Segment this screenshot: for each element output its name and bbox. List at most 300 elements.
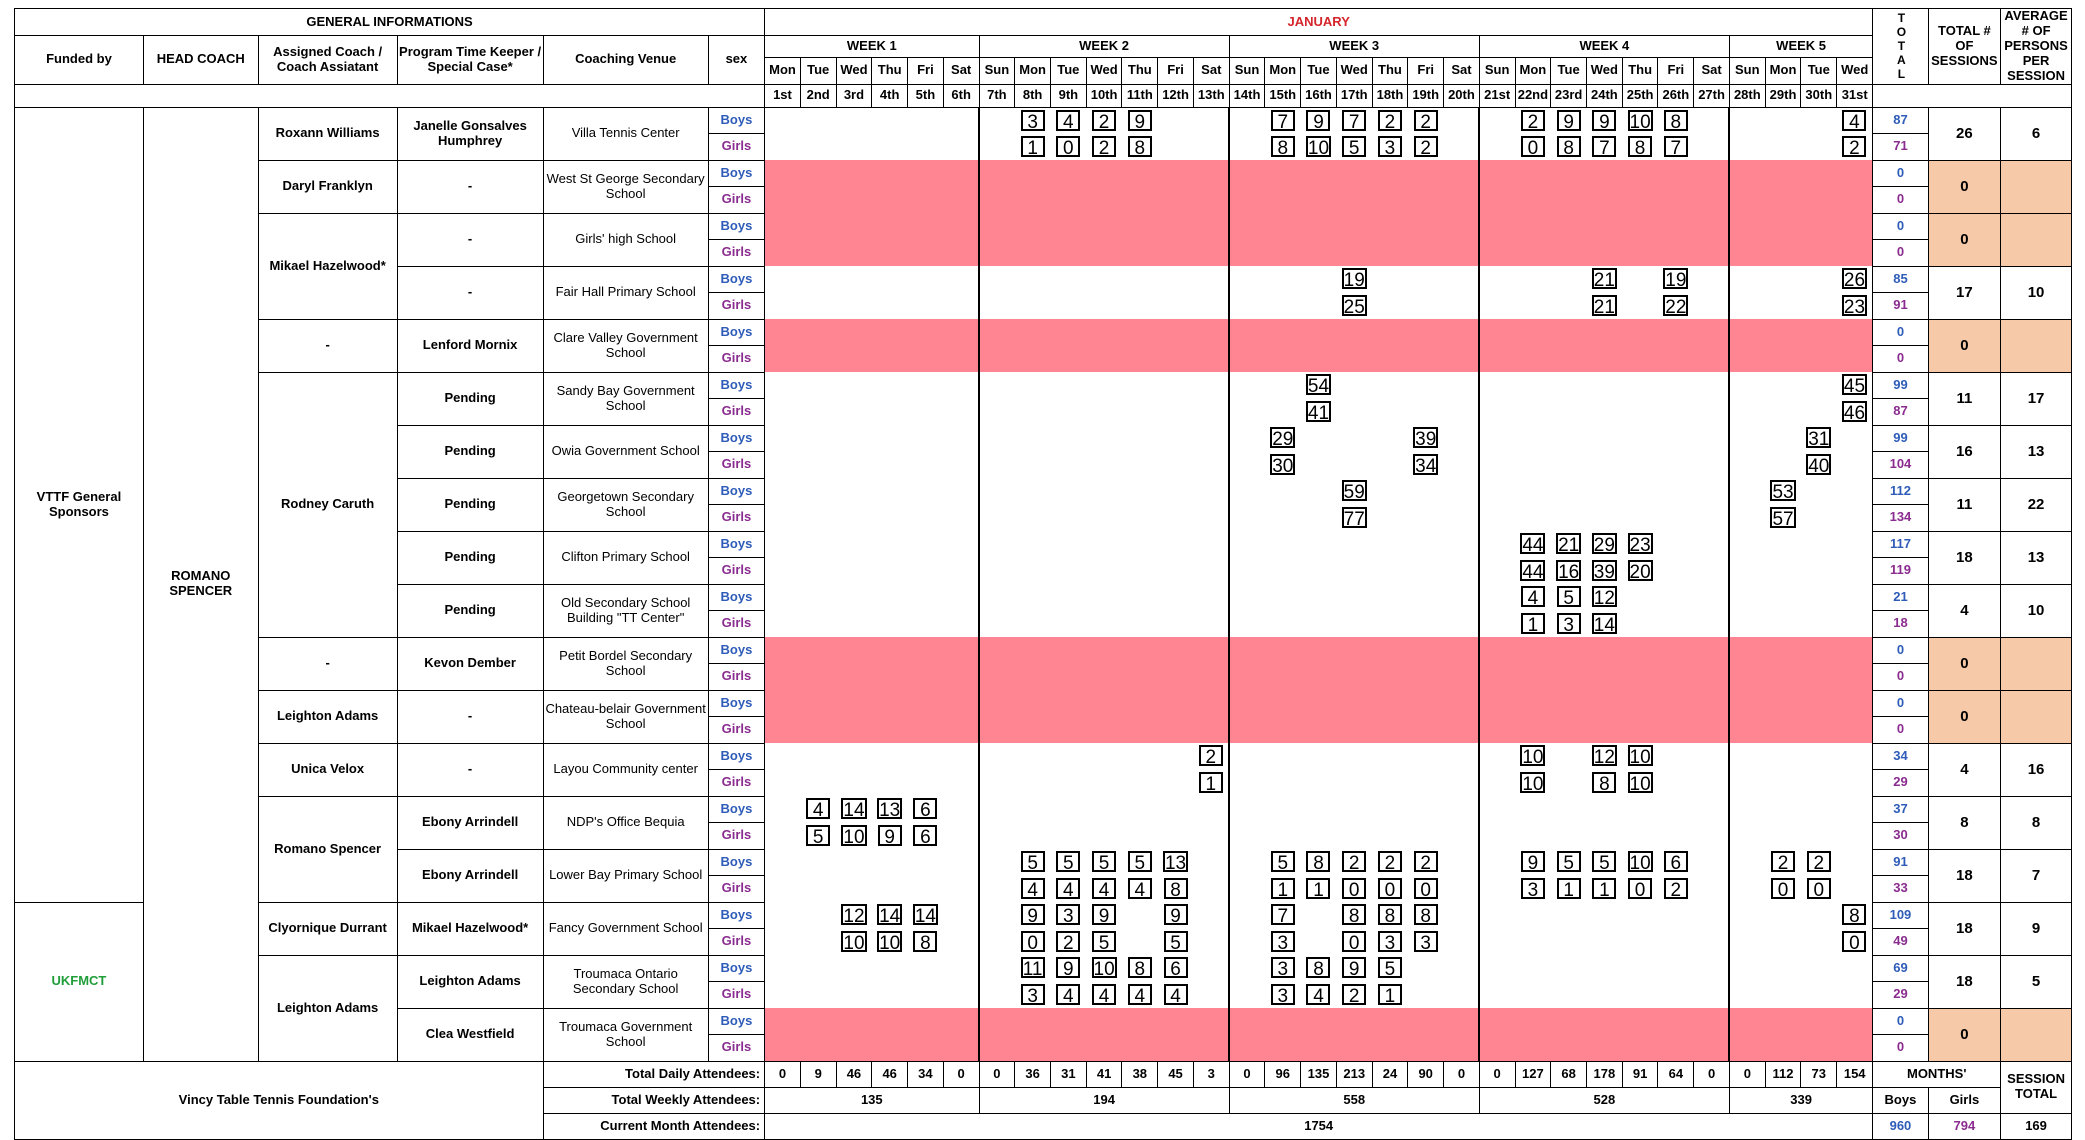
- day-name: Tue: [800, 57, 836, 84]
- day-cell: [1122, 743, 1158, 770]
- average-persons: 22: [2001, 478, 2072, 531]
- day-cell: [1229, 266, 1265, 293]
- program-keeper: Kevon Dember: [397, 637, 543, 690]
- day-cell: [1444, 213, 1480, 240]
- program-keeper: Janelle Gonsalves Humphrey: [397, 107, 543, 160]
- attendance-count: 9: [1021, 904, 1045, 925]
- total-girls: 134: [1873, 505, 1928, 532]
- day-cell: [908, 240, 944, 267]
- day-cell: [1444, 1035, 1480, 1062]
- day-cell: [1158, 902, 1194, 929]
- attendance-count: 46: [1843, 402, 1866, 424]
- day-cell: [1515, 849, 1551, 876]
- day-number: 24th: [1587, 84, 1623, 107]
- attendance-count: 3: [1021, 984, 1045, 1005]
- day-cell: [1515, 399, 1551, 426]
- day-cell: [1050, 743, 1086, 770]
- day-cell: [979, 690, 1015, 717]
- average-persons: 13: [2001, 425, 2072, 478]
- day-cell: [908, 213, 944, 240]
- day-cell: [872, 823, 908, 850]
- day-cell: [1158, 558, 1194, 585]
- day-cell: [1336, 796, 1372, 823]
- assigned-coach: Rodney Caruth: [258, 372, 397, 637]
- attendance-count: 5: [1021, 851, 1045, 872]
- day-cell: [1801, 690, 1837, 717]
- day-cell: [1158, 319, 1194, 346]
- day-cell: [908, 717, 944, 744]
- day-cell: [1086, 717, 1122, 744]
- day-cell: [1801, 770, 1837, 797]
- day-cell: [1050, 425, 1086, 452]
- daily-total: 178: [1587, 1061, 1623, 1087]
- coaching-venue: Owia Government School: [543, 425, 708, 478]
- day-cell: [1837, 1008, 1873, 1035]
- day-cell: [1372, 531, 1408, 558]
- total-boys: 99: [1873, 425, 1928, 452]
- day-cell: [1265, 558, 1301, 585]
- day-cell: [1229, 690, 1265, 717]
- day-cell: [1801, 558, 1837, 585]
- day-cell: [1551, 929, 1587, 956]
- day-cell: [943, 637, 979, 664]
- day-cell: [1336, 531, 1372, 558]
- day-cell: [1515, 929, 1551, 956]
- day-cell: [1444, 796, 1480, 823]
- day-cell: [836, 955, 872, 982]
- day-cell: [943, 611, 979, 638]
- day-cell: [1122, 319, 1158, 346]
- day-cell: [1086, 107, 1122, 134]
- attendance-count: 2: [1414, 110, 1438, 131]
- assigned-coach: Romano Spencer: [258, 796, 397, 902]
- day-cell: [1765, 1035, 1801, 1062]
- day-cell: [1658, 319, 1694, 346]
- day-cell: [1658, 717, 1694, 744]
- average-persons: 13: [2001, 531, 2072, 584]
- attendance-count: 8: [1164, 878, 1188, 899]
- average-persons: 8: [2001, 796, 2072, 849]
- attendance-count: 5: [1557, 851, 1581, 872]
- attendance-count: 9: [1056, 957, 1080, 978]
- day-cell: [1015, 717, 1051, 744]
- attendance-count: 2: [1771, 851, 1795, 872]
- attendance-count: 12: [1593, 588, 1615, 610]
- attendance-count: 5: [1378, 957, 1402, 978]
- day-cell: [1622, 664, 1658, 691]
- day-cell: [1658, 293, 1694, 320]
- day-cell: [800, 425, 836, 452]
- daily-total: 38: [1122, 1061, 1158, 1087]
- attendance-count: 3: [1271, 931, 1295, 952]
- day-cell: [1158, 160, 1194, 187]
- day-cell: [1372, 266, 1408, 293]
- day-cell: [1408, 637, 1444, 664]
- girls-label: Girls: [708, 558, 764, 585]
- day-cell: [1515, 266, 1551, 293]
- attendance-count: 13: [1164, 853, 1187, 875]
- day-cell: [1622, 134, 1658, 161]
- attendance-count: 2: [1664, 878, 1688, 899]
- day-cell: [1336, 134, 1372, 161]
- attendance-count: 3: [1521, 878, 1545, 899]
- day-cell: [908, 399, 944, 426]
- total-girls: 91: [1873, 293, 1928, 320]
- attendance-count: 4: [1306, 984, 1330, 1005]
- attendance-count: 0: [1771, 878, 1795, 899]
- attendance-count: 7: [1271, 904, 1295, 925]
- day-cell: [1551, 611, 1587, 638]
- boys-label: Boys: [708, 849, 764, 876]
- day-cell: [1193, 902, 1229, 929]
- day-cell: [765, 266, 801, 293]
- total-boys: 37: [1873, 796, 1928, 823]
- day-cell: [1015, 796, 1051, 823]
- day-cell: [1837, 399, 1873, 426]
- day-cell: [1479, 982, 1515, 1009]
- day-cell: [1015, 399, 1051, 426]
- day-cell: [1265, 1008, 1301, 1035]
- attendance-count: 14: [914, 906, 936, 928]
- day-cell: [765, 134, 801, 161]
- day-cell: [1086, 849, 1122, 876]
- attendance-count: 53: [1772, 482, 1794, 504]
- day-cell: [1765, 823, 1801, 850]
- day-cell: [1729, 929, 1765, 956]
- day-cell: [1372, 770, 1408, 797]
- day-cell: [1336, 611, 1372, 638]
- day-cell: [1729, 531, 1765, 558]
- day-cell: [1301, 372, 1337, 399]
- day-cell: [1050, 584, 1086, 611]
- day-cell: [1229, 717, 1265, 744]
- total-sessions: 0: [1928, 160, 2000, 213]
- day-cell: [1158, 717, 1194, 744]
- day-cell: [1479, 664, 1515, 691]
- day-cell: [1801, 929, 1837, 956]
- day-name: Sun: [1729, 57, 1765, 84]
- program-keeper: Ebony Arrindell: [397, 849, 543, 902]
- boys-label: Boys: [708, 372, 764, 399]
- day-cell: [1122, 293, 1158, 320]
- day-cell: [1765, 743, 1801, 770]
- day-cell: [1193, 1035, 1229, 1062]
- boys-label: Boys: [708, 1008, 764, 1035]
- day-cell: [1729, 319, 1765, 346]
- day-cell: [1372, 346, 1408, 373]
- attendance-count: 2: [1842, 136, 1866, 157]
- day-cell: [943, 876, 979, 903]
- day-cell: [1336, 346, 1372, 373]
- day-cell: [1301, 743, 1337, 770]
- day-cell: [1229, 399, 1265, 426]
- day-cell: [1444, 1008, 1480, 1035]
- day-cell: [1765, 611, 1801, 638]
- total-sessions: 0: [1928, 690, 2000, 743]
- day-cell: [1336, 107, 1372, 134]
- day-name: Sun: [979, 57, 1015, 84]
- day-cell: [1015, 611, 1051, 638]
- day-cell: [1551, 240, 1587, 267]
- day-cell: [1336, 929, 1372, 956]
- day-cell: [1587, 955, 1623, 982]
- total-girls: 49: [1873, 929, 1928, 956]
- day-cell: [1444, 849, 1480, 876]
- day-cell: [1336, 823, 1372, 850]
- day-cell: [1086, 187, 1122, 214]
- day-cell: [1229, 929, 1265, 956]
- day-cell: [1515, 240, 1551, 267]
- program-keeper: Pending: [397, 531, 543, 584]
- day-cell: [1372, 160, 1408, 187]
- total-boys: 0: [1873, 1008, 1928, 1035]
- day-cell: [1229, 849, 1265, 876]
- day-cell: [1658, 372, 1694, 399]
- day-cell: [1050, 346, 1086, 373]
- total-sessions: 18: [1928, 902, 2000, 955]
- day-cell: [1729, 982, 1765, 1009]
- total-sessions: 8: [1928, 796, 2000, 849]
- day-cell: [1408, 372, 1444, 399]
- day-cell: [908, 611, 944, 638]
- day-cell: [1551, 346, 1587, 373]
- day-cell: [979, 849, 1015, 876]
- attendance-count: 0: [1807, 878, 1831, 899]
- day-cell: [1837, 611, 1873, 638]
- day-cell: [979, 955, 1015, 982]
- day-cell: [1479, 796, 1515, 823]
- daily-total: 112: [1765, 1061, 1801, 1087]
- day-cell: [1837, 955, 1873, 982]
- day-cell: [1622, 876, 1658, 903]
- day-cell: [1122, 690, 1158, 717]
- day-name: Thu: [1372, 57, 1408, 84]
- day-cell: [1658, 107, 1694, 134]
- day-cell: [908, 160, 944, 187]
- day-number: 26th: [1658, 84, 1694, 107]
- day-cell: [1729, 1035, 1765, 1062]
- session-total-label: SESSION TOTAL: [2001, 1061, 2072, 1113]
- attendance-count: 10: [1629, 747, 1651, 769]
- day-cell: [1372, 293, 1408, 320]
- day-cell: [1515, 319, 1551, 346]
- day-cell: [979, 664, 1015, 691]
- day-cell: [1336, 266, 1372, 293]
- boys-label: Boys: [708, 955, 764, 982]
- day-cell: [800, 160, 836, 187]
- day-cell: [800, 611, 836, 638]
- total-boys: 117: [1873, 531, 1928, 558]
- day-cell: [908, 743, 944, 770]
- attendance-count: 10: [1629, 773, 1651, 795]
- day-cell: [943, 584, 979, 611]
- day-cell: [1015, 187, 1051, 214]
- day-cell: [1729, 134, 1765, 161]
- day-cell: [1515, 584, 1551, 611]
- daily-total: 46: [872, 1061, 908, 1087]
- day-cell: [1193, 743, 1229, 770]
- day-cell: [1086, 1035, 1122, 1062]
- day-cell: [1729, 293, 1765, 320]
- day-cell: [800, 266, 836, 293]
- day-cell: [1551, 266, 1587, 293]
- day-cell: [1587, 637, 1623, 664]
- day-number: 19th: [1408, 84, 1444, 107]
- day-cell: [1050, 558, 1086, 585]
- total-girls: 0: [1873, 346, 1928, 373]
- day-cell: [1158, 929, 1194, 956]
- day-cell: [1694, 134, 1730, 161]
- day-cell: [1729, 717, 1765, 744]
- day-cell: [1622, 982, 1658, 1009]
- daily-total: 0: [1444, 1061, 1480, 1087]
- day-cell: [1587, 187, 1623, 214]
- day-cell: [1050, 399, 1086, 426]
- day-cell: [908, 664, 944, 691]
- day-cell: [1301, 664, 1337, 691]
- day-cell: [1229, 293, 1265, 320]
- day-cell: [1193, 849, 1229, 876]
- day-cell: [836, 372, 872, 399]
- day-cell: [765, 584, 801, 611]
- day-cell: [1372, 690, 1408, 717]
- day-cell: [1801, 213, 1837, 240]
- day-cell: [1587, 240, 1623, 267]
- program-keeper: Pending: [397, 372, 543, 425]
- day-cell: [943, 531, 979, 558]
- day-cell: [1479, 505, 1515, 532]
- day-cell: [1479, 770, 1515, 797]
- day-cell: [1479, 584, 1515, 611]
- day-cell: [1551, 982, 1587, 1009]
- day-name: Mon: [1515, 57, 1551, 84]
- attendance-count: 8: [1271, 136, 1295, 157]
- day-cell: [1694, 796, 1730, 823]
- day-cell: [1837, 425, 1873, 452]
- day-cell: [1479, 478, 1515, 505]
- day-name: Thu: [1622, 57, 1658, 84]
- total-boys: 21: [1873, 584, 1928, 611]
- day-cell: [800, 796, 836, 823]
- day-cell: [1658, 478, 1694, 505]
- attendance-count: 8: [1664, 110, 1688, 131]
- day-cell: [1587, 902, 1623, 929]
- day-cell: [979, 1035, 1015, 1062]
- attendance-count: 30: [1272, 455, 1294, 477]
- day-cell: [1229, 505, 1265, 532]
- day-cell: [1694, 399, 1730, 426]
- day-cell: [1408, 213, 1444, 240]
- day-cell: [1587, 399, 1623, 426]
- day-cell: [1622, 531, 1658, 558]
- day-cell: [1193, 372, 1229, 399]
- day-cell: [979, 796, 1015, 823]
- day-cell: [1372, 213, 1408, 240]
- day-cell: [836, 505, 872, 532]
- daily-total: 0: [943, 1061, 979, 1087]
- day-cell: [979, 478, 1015, 505]
- day-cell: [1694, 187, 1730, 214]
- total-boys: 87: [1873, 107, 1928, 134]
- day-cell: [1408, 293, 1444, 320]
- day-cell: [1265, 664, 1301, 691]
- day-number: 21st: [1479, 84, 1515, 107]
- day-cell: [1265, 134, 1301, 161]
- day-cell: [1229, 823, 1265, 850]
- day-cell: [1301, 982, 1337, 1009]
- day-cell: [1622, 107, 1658, 134]
- day-cell: [1158, 425, 1194, 452]
- day-cell: [1515, 664, 1551, 691]
- day-cell: [1158, 293, 1194, 320]
- day-cell: [1801, 637, 1837, 664]
- attendance-count: 1: [1199, 772, 1223, 793]
- day-number: 13th: [1193, 84, 1229, 107]
- day-cell: [800, 478, 836, 505]
- day-cell: [1587, 213, 1623, 240]
- day-cell: [1050, 690, 1086, 717]
- average-persons: [2001, 319, 2072, 372]
- day-cell: [1336, 160, 1372, 187]
- day-cell: [1158, 213, 1194, 240]
- day-cell: [1658, 452, 1694, 479]
- day-cell: [1229, 637, 1265, 664]
- day-cell: [1193, 982, 1229, 1009]
- girls-label: Girls: [708, 346, 764, 373]
- day-cell: [1622, 743, 1658, 770]
- day-cell: [1408, 664, 1444, 691]
- total-boys: 91: [1873, 849, 1928, 876]
- boys-label: Boys: [708, 478, 764, 505]
- day-cell: [1515, 1008, 1551, 1035]
- attendance-count: 6: [913, 825, 937, 846]
- daily-total: 90: [1408, 1061, 1444, 1087]
- day-cell: [1479, 160, 1515, 187]
- day-cell: [1622, 849, 1658, 876]
- day-cell: [1372, 902, 1408, 929]
- day-cell: [1694, 1008, 1730, 1035]
- day-cell: [1515, 743, 1551, 770]
- day-cell: [979, 187, 1015, 214]
- day-cell: [1015, 452, 1051, 479]
- attendance-count: 3: [1271, 957, 1295, 978]
- total-boys: 112: [1873, 478, 1928, 505]
- week-header: WEEK 3: [1229, 36, 1479, 58]
- day-cell: [1193, 823, 1229, 850]
- day-cell: [1587, 505, 1623, 532]
- day-cell: [1193, 107, 1229, 134]
- day-cell: [1515, 1035, 1551, 1062]
- day-cell: [1015, 902, 1051, 929]
- day-cell: [836, 319, 872, 346]
- day-cell: [1408, 902, 1444, 929]
- day-cell: [1372, 240, 1408, 267]
- day-cell: [1265, 346, 1301, 373]
- total-sessions: 0: [1928, 1008, 2000, 1061]
- day-cell: [979, 717, 1015, 744]
- day-cell: [1050, 637, 1086, 664]
- day-cell: [765, 372, 801, 399]
- attendance-count: 5: [1557, 586, 1581, 607]
- day-cell: [1587, 425, 1623, 452]
- day-cell: [1729, 346, 1765, 373]
- day-cell: [1408, 1008, 1444, 1035]
- day-cell: [1515, 637, 1551, 664]
- day-cell: [943, 452, 979, 479]
- month-total: 1754: [765, 1113, 1873, 1139]
- day-cell: [765, 717, 801, 744]
- day-cell: [1336, 478, 1372, 505]
